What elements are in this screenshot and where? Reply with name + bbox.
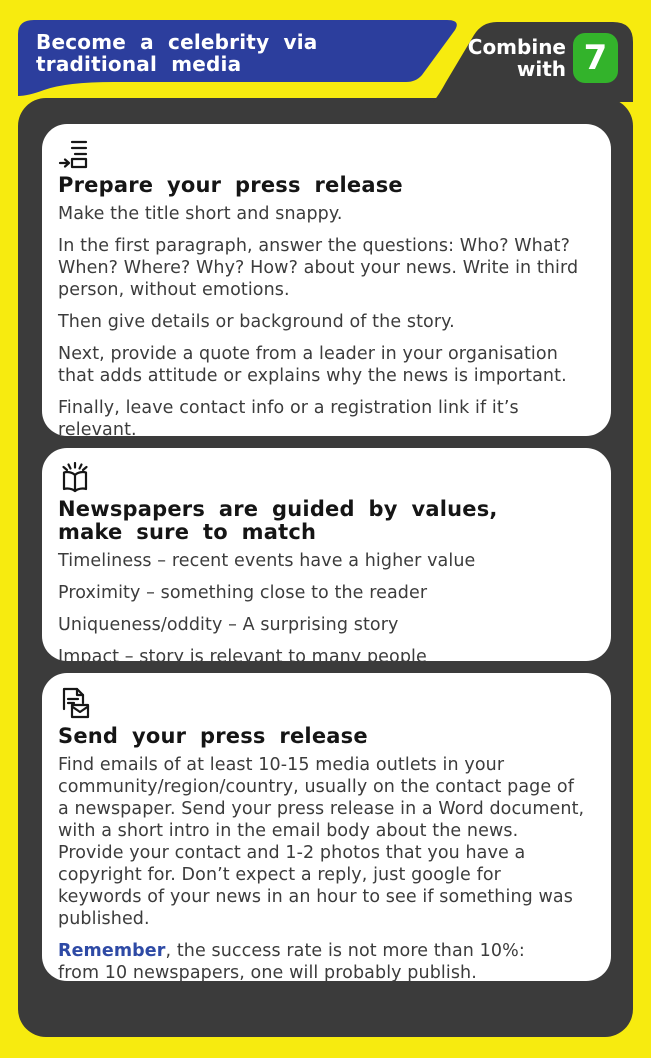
value-item: Uniqueness/oddity – A surprising story bbox=[58, 615, 399, 635]
paragraph: Finally, leave contact info or a registration link if it’s relevant. bbox=[58, 398, 519, 440]
shining-open-book-icon bbox=[58, 462, 92, 494]
combine-line2: with bbox=[516, 57, 566, 81]
page-title-line1: Become a celebrity via bbox=[36, 30, 318, 54]
card-title bbox=[58, 498, 589, 544]
remember-note bbox=[58, 940, 589, 984]
document-envelope-icon bbox=[58, 687, 92, 721]
remember-text-line2: from 10 newspapers, one will probably publish. bbox=[58, 963, 477, 983]
combine-with-label bbox=[440, 36, 566, 80]
number-badge bbox=[573, 33, 618, 83]
card-title: Prepare your press release bbox=[58, 173, 403, 197]
card-send-press-release bbox=[42, 673, 611, 981]
card-prepare-press-release bbox=[42, 124, 611, 440]
value-item: Timeliness – recent events have a higher value bbox=[58, 551, 476, 571]
arrow-into-list-icon bbox=[58, 138, 90, 170]
value-item: Impact – story is relevant to many people bbox=[58, 647, 427, 667]
remember-label: Remember bbox=[58, 941, 166, 961]
remember-text: , the success rate is not more than 10%: bbox=[165, 941, 525, 961]
card-title-line2: make sure to match bbox=[58, 520, 317, 544]
paragraph: Then give details or background of the story. bbox=[58, 312, 455, 332]
combine-line1: Combine bbox=[467, 35, 566, 59]
paragraph: Make the title short and snappy. bbox=[58, 204, 343, 224]
card-news-values bbox=[42, 448, 611, 667]
badge-number-text: 7 bbox=[583, 38, 608, 78]
value-item: Proximity – something close to the reader bbox=[58, 583, 428, 603]
paragraph: Next, provide a quote from a leader in your organisation that adds attitude or explains why the news is important. bbox=[58, 344, 567, 386]
page-title bbox=[36, 31, 436, 75]
paragraph: In the first paragraph, answer the questions: Who? What? When? Where? Why? How? about your news. Write in third person, without emotions. bbox=[58, 236, 579, 300]
paragraph: Find emails of at least 10-15 media outlets in your community/region/country, usually on the contact page of a newspaper. Send your press release in a Word document, with a short intro in the email body about the news. Provide your contact and 1-2 photos that you have a copyright for. Don’t expect a reply, just google for keywords of your news in an hour to see if something was published. bbox=[58, 755, 585, 929]
card-title-line1: Newspapers are guided by values, bbox=[58, 497, 498, 521]
page-title-line2: traditional media bbox=[36, 52, 242, 76]
card-title: Send your press release bbox=[58, 724, 368, 748]
